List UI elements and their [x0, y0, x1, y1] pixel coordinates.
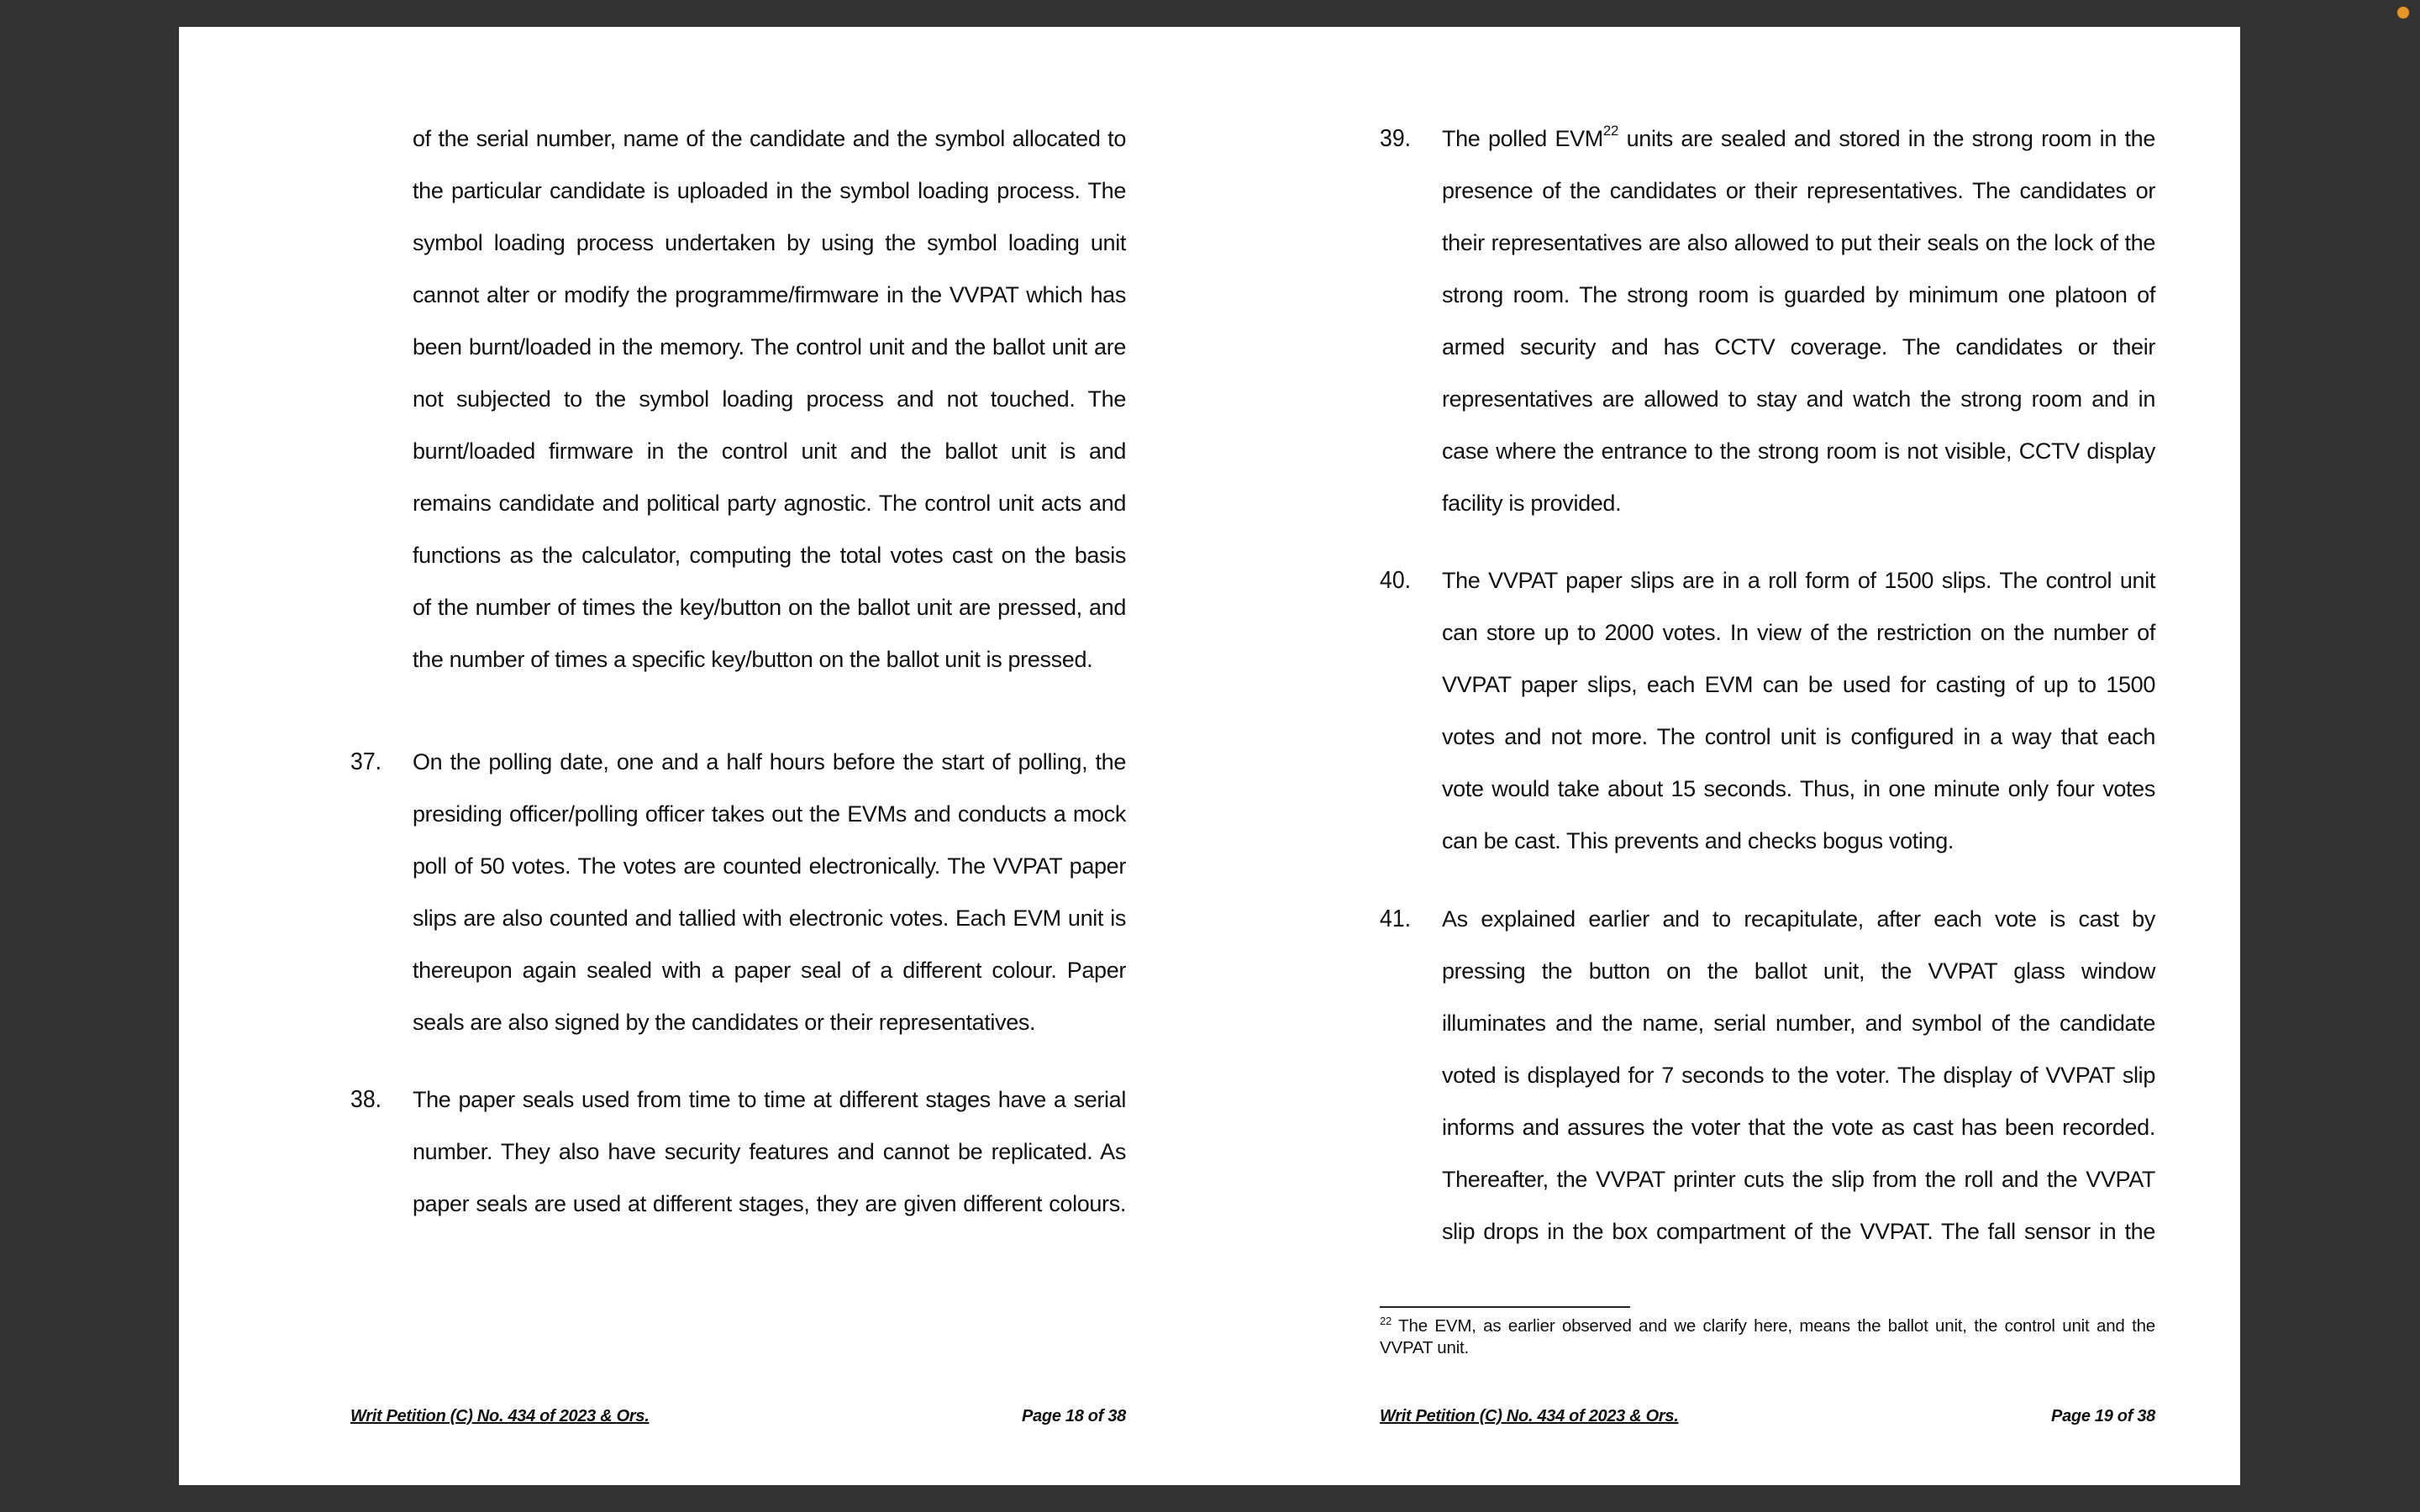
text-line: pressing the button on the ballot unit, the VVPAT glass window — [1442, 958, 2155, 984]
text-line: informs and assures the voter that the vote as cast has been recorded. — [1442, 1115, 2155, 1140]
text-line: The paper seals used from time to time at different stages have a serial — [413, 1087, 1126, 1112]
text-segment: units are sealed and stored in the strong room in the — [1618, 126, 2155, 151]
text-line: symbol loading process undertaken by using the symbol loading unit — [413, 230, 1126, 255]
footnote-22 — [1380, 1315, 2155, 1359]
text-line: As explained earlier and to recapitulate, after each vote is cast by — [1442, 906, 2155, 932]
text-line: case where the entrance to the strong room is not visible, CCTV display — [1442, 438, 2155, 464]
footnote-marker: 22 — [1380, 1315, 1392, 1328]
footnote-line: VVPAT unit. — [1380, 1338, 1470, 1357]
text-line: thereupon again sealed with a paper seal of a different colour. Paper — [413, 958, 1126, 983]
text-line: seals are also signed by the candidates or their representatives. — [413, 1010, 1036, 1035]
text-line: the particular candidate is uploaded in the symbol loading process. The — [413, 178, 1126, 203]
footnote-separator — [1380, 1306, 1630, 1308]
paragraph-39 — [1442, 113, 2155, 529]
text-line: can be cast. This prevents and checks bogus voting. — [1442, 828, 1954, 853]
footnote-text: The EVM, as earlier observed and we clarify here, means the ballot unit, the control unit and the — [1392, 1316, 2155, 1336]
footer-page-number: Page 18 of 38 — [1022, 1407, 1126, 1425]
paragraph-37 — [413, 736, 1126, 1048]
continued-paragraph-36 — [413, 113, 1126, 685]
text-line: On the polling date, one and a half hours before the start of polling, the — [413, 749, 1126, 774]
text-line: been burnt/loaded in the memory. The control unit and the ballot unit are — [413, 334, 1126, 360]
paragraph-number: 40. — [1380, 567, 1412, 594]
paragraph-number: 38. — [350, 1086, 382, 1113]
text-line: vote would take about 15 seconds. Thus, in one minute only four votes — [1442, 776, 2155, 801]
footer-case-title: Writ Petition (C) No. 434 of 2023 & Ors. — [350, 1407, 650, 1425]
text-line: number. They also have security features and cannot be replicated. As — [413, 1139, 1126, 1164]
text-line: presence of the candidates or their representatives. The candidates or — [1442, 178, 2155, 203]
text-line: facility is provided. — [1442, 491, 1622, 516]
text-line: functions as the calculator, computing the total votes cast on the basis — [413, 543, 1126, 568]
paragraph-number: 41. — [1380, 906, 1412, 932]
text-line: VVPAT paper slips, each EVM can be used for casting of up to 1500 — [1442, 672, 2155, 697]
paragraph-38 — [413, 1074, 1126, 1230]
text-line: can store up to 2000 votes. In view of the restriction on the number of — [1442, 620, 2155, 645]
text-line: paper seals are used at different stages, they are given different colours. — [413, 1191, 1126, 1216]
page-19 — [1209, 27, 2240, 1485]
text-line: the number of times a specific key/button on the ballot unit is pressed. — [413, 647, 1093, 672]
footnote-line — [1380, 1315, 2155, 1337]
text-line: presiding officer/polling officer takes out the EVMs and conducts a mock — [413, 801, 1126, 827]
text-line: burnt/loaded firmware in the control unit and the ballot unit is and — [413, 438, 1126, 464]
paragraph-number: 39. — [1380, 125, 1412, 152]
text-line: cannot alter or modify the programme/firmware in the VVPAT which has — [413, 282, 1126, 307]
text-line: not subjected to the symbol loading process and not touched. The — [413, 386, 1126, 412]
footnote-reference[interactable]: 22 — [1602, 123, 1619, 139]
text-line: poll of 50 votes. The votes are counted electronically. The VVPAT paper — [413, 853, 1126, 879]
paragraph-number: 37. — [350, 748, 382, 775]
footer-case-title: Writ Petition (C) No. 434 of 2023 & Ors. — [1380, 1407, 1679, 1425]
text-line: armed security and has CCTV coverage. The candidates or their — [1442, 334, 2155, 360]
text-line: slip drops in the box compartment of the VVPAT. The fall sensor in the — [1442, 1219, 2155, 1244]
status-indicator-dot — [2397, 7, 2409, 18]
text-line: their representatives are also allowed to put their seals on the lock of the — [1442, 230, 2155, 255]
text-segment: The polled EVM — [1442, 126, 1603, 151]
text-line: strong room. The strong room is guarded by minimum one platoon of — [1442, 282, 2155, 307]
document-spread[interactable] — [179, 27, 2240, 1485]
text-line: voted is displayed for 7 seconds to the voter. The display of VVPAT slip — [1442, 1063, 2155, 1088]
text-line: of the serial number, name of the candidate and the symbol allocated to — [413, 126, 1126, 151]
text-line: of the number of times the key/button on the ballot unit are pressed, and — [413, 595, 1126, 620]
paragraph-41 — [1442, 893, 2155, 1257]
text-line: The VVPAT paper slips are in a roll form of 1500 slips. The control unit — [1442, 568, 2155, 593]
text-line: illuminates and the name, serial number, and symbol of the candidate — [1442, 1011, 2155, 1036]
text-line: Thereafter, the VVPAT printer cuts the slip from the roll and the VVPAT — [1442, 1167, 2155, 1192]
text-line: votes and not more. The control unit is configured in a way that each — [1442, 724, 2155, 749]
page-18 — [179, 27, 1209, 1485]
text-line — [1442, 113, 2155, 165]
text-line: remains candidate and political party agnostic. The control unit acts and — [413, 491, 1126, 516]
text-line: representatives are allowed to stay and watch the strong room and in — [1442, 386, 2155, 412]
footer-page-number: Page 19 of 38 — [2051, 1407, 2155, 1425]
text-line: slips are also counted and tallied with electronic votes. Each EVM unit is — [413, 906, 1126, 931]
paragraph-40 — [1442, 554, 2155, 867]
